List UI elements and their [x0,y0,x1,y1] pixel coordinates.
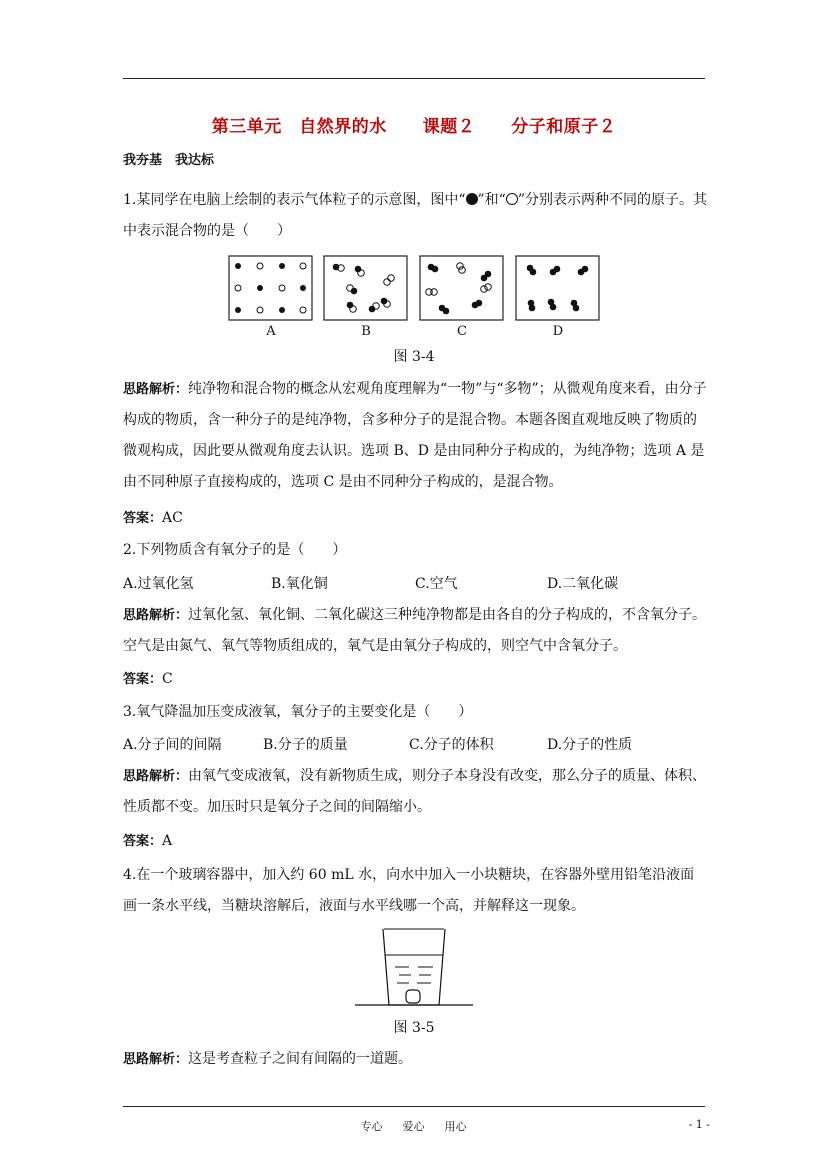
q3-answer-text: A [162,833,173,849]
figure-label-d: D [552,324,564,339]
q1-answer [123,503,707,534]
q2-analysis-label: 思路解析： [123,608,189,623]
q2-option-d: D.二氧化碳 [547,576,619,592]
figure-label-c: C [457,324,467,339]
q2-option-c: C.空气 [415,576,458,592]
white-atom-icon [506,193,518,205]
footer-item-3: 用心 [444,1120,467,1133]
q3-option-b: B.分子的质量 [263,737,348,753]
q3-analysis-label: 思路解析： [123,769,189,784]
q4-analysis-label: 思路解析： [123,1052,189,1067]
q3-answer [123,826,707,857]
q2-analysis [123,600,707,662]
q3-option-d: D.分子的性质 [547,737,633,753]
section-heading: 我夯基 我达标 [123,153,215,168]
black-atom-icon [466,193,478,205]
q2-answer-label: 答案： [123,672,163,687]
q4-analysis [123,1044,707,1075]
header-rule [123,78,705,79]
title-lesson: 课题２ [422,117,476,137]
footer-item-2: 爱心 [402,1120,425,1133]
footer-rule [123,1106,705,1107]
q4-question: 4.在一个玻璃容器中，加入约 60 mL 水，向水中加入一小块糖块，在容器外壁用铅笔沿液面画一条水平线，当糖块溶解后，液面与水平线哪一个高，并解释这一现象。 [123,867,695,914]
title-topic: 分子和原子２ [511,117,617,137]
figure-panel-d [516,256,599,320]
q2-question: 2.下列物质含有氧分子的是（ ） [123,542,347,558]
figure-caption-3-4: 图 3-4 [393,349,435,365]
q1-analysis [123,374,707,498]
q1-answer-label: 答案： [123,511,163,526]
q3-analysis-text: 由氧气变成液氧，没有新物质生成，则分子本身没有改变，那么分子的质量、体积、性质都不变。加压时只是氧分子之间的间隔缩小。 [123,768,707,815]
figure-3-5 [355,927,475,1007]
q1-answer-text: AC [162,510,183,526]
q3-option-c: C.分子的体积 [409,737,494,753]
page-number: - 1 - [688,1118,710,1131]
q1-text-part3: ”分别表示两种不同的原子。其中表示混合物的是（ ） [123,192,708,239]
q2-answer [123,664,707,695]
q2-option-a: A.过氧化氢 [123,576,194,592]
figure-panel-c [420,256,503,320]
q1-text-part1: 1.某同学在电脑上绘制的表示气体粒子的示意图，图中“ [123,192,466,208]
q1-analysis-text: 纯净物和混合物的概念从宏观角度理解为“一物”与“多物”；从微观角度来看，由分子构成的物质，含一种分子的是纯净物，含多种分子的是混合物。本题各图直观地反映了物质的微观构成，因此要从微观角度去认识。选项 B、D 是由同种分子构成的，为纯净物；选项 A 是由不同种原子直接构成的，选项 C 是由不同种分子构成的，是混合物。 [123,381,707,490]
figure-label-b: B [361,324,371,339]
figure-panel-a [229,256,312,320]
q3-analysis [123,761,707,823]
q2-answer-text: C [162,671,173,687]
figure-panel-b [324,256,407,320]
q4-analysis-text: 这是考查粒子之间有间隔的一道题。 [188,1051,413,1067]
figure-caption-3-5: 图 3-5 [393,1020,435,1036]
q3-answer-label: 答案： [123,834,163,849]
q1-analysis-label: 思路解析： [123,382,189,397]
q2-analysis-text: 过氧化氢、氧化铜、二氧化碳这三种纯净物都是由各自的分子构成的，不含氧分子。空气是由氮气、氧气等物质组成的，氧气是由氧分子构成的，则空气中含氧分子。 [123,607,707,654]
q3-question: 3.氧气降温加压变成液氧，氧分子的主要变化是（ ） [123,704,473,720]
page-title [123,112,705,137]
title-unit: 第三单元 自然界的水 [211,117,387,137]
q1-text-part2: ”和“ [477,192,506,208]
figure-label-a: A [266,324,276,339]
q1-question [123,185,707,247]
footer-item-1: 专心 [360,1120,383,1133]
q2-option-b: B.氧化铜 [271,576,328,592]
q3-option-a: A.分子间的间隔 [123,737,222,753]
